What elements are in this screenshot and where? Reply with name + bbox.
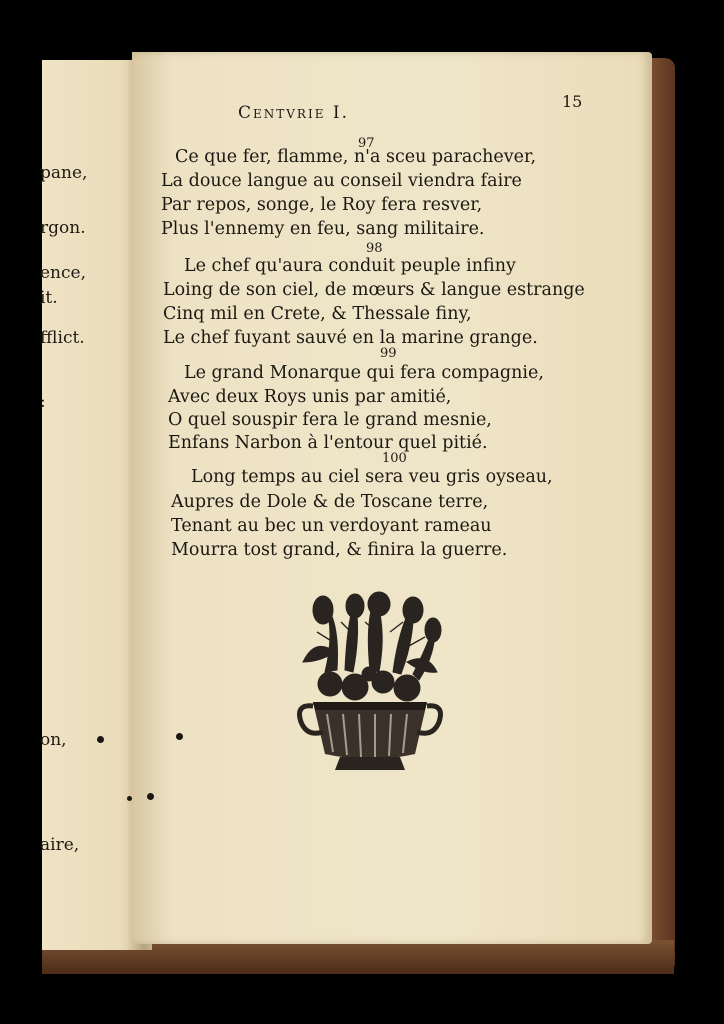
binding-hole — [97, 736, 104, 743]
verse-line: O quel souspir fera le grand mesnie, — [168, 410, 492, 430]
binding-hole — [147, 793, 154, 800]
verse-line: Loing de son ciel, de mœurs & langue estrange — [163, 280, 585, 300]
verse-line: Le grand Monarque qui fera compagnie, — [184, 363, 544, 383]
binding-hole — [176, 733, 183, 740]
verse-line: Le chef qu'aura conduit peuple infiny — [184, 256, 516, 276]
left-fragment: ence, — [40, 263, 86, 283]
flower-basket-ornament — [295, 592, 445, 777]
verse-line: Par repos, songe, le Roy fera resver, — [161, 195, 483, 215]
left-fragment: on, — [40, 730, 67, 750]
verse-line: Tenant au bec un verdoyant rameau — [171, 516, 492, 536]
verse-line: Avec deux Roys unis par amitié, — [168, 387, 452, 407]
left-fragment: pane, — [40, 163, 88, 183]
left-fragment: : — [40, 392, 46, 412]
page-number: 15 — [562, 92, 583, 111]
verse-line: Cinq mil en Crete, & Thessale finy, — [163, 304, 472, 324]
left-fragment: fflict. — [40, 328, 85, 348]
running-head: Centvrie I. — [238, 103, 349, 123]
verse-line: Plus l'ennemy en feu, sang militaire. — [161, 219, 485, 239]
verse-line: Long temps au ciel sera veu gris oyseau, — [191, 467, 553, 487]
left-fragment: it. — [40, 288, 58, 308]
binding-hole — [127, 796, 132, 801]
verse-line: Le chef fuyant sauvé en la marine grange. — [163, 328, 538, 348]
quatrain-number: 97 — [358, 136, 375, 151]
verse-line: Mourra tost grand, & finira la guerre. — [171, 540, 508, 560]
quatrain-number: 99 — [380, 346, 397, 361]
verse-line: Enfans Narbon à l'entour quel pitié. — [168, 433, 488, 453]
left-fragment: aire, — [40, 835, 80, 855]
quatrain-number: 98 — [366, 241, 383, 256]
verse-line: Aupres de Dole & de Toscane terre, — [171, 492, 489, 512]
verse-line: Ce que fer, flamme, n'a sceu parachever, — [175, 147, 537, 167]
quatrain-number: 100 — [382, 451, 407, 466]
left-fragment: rgon. — [40, 218, 86, 238]
verse-line: La douce langue au conseil viendra faire — [161, 171, 522, 191]
